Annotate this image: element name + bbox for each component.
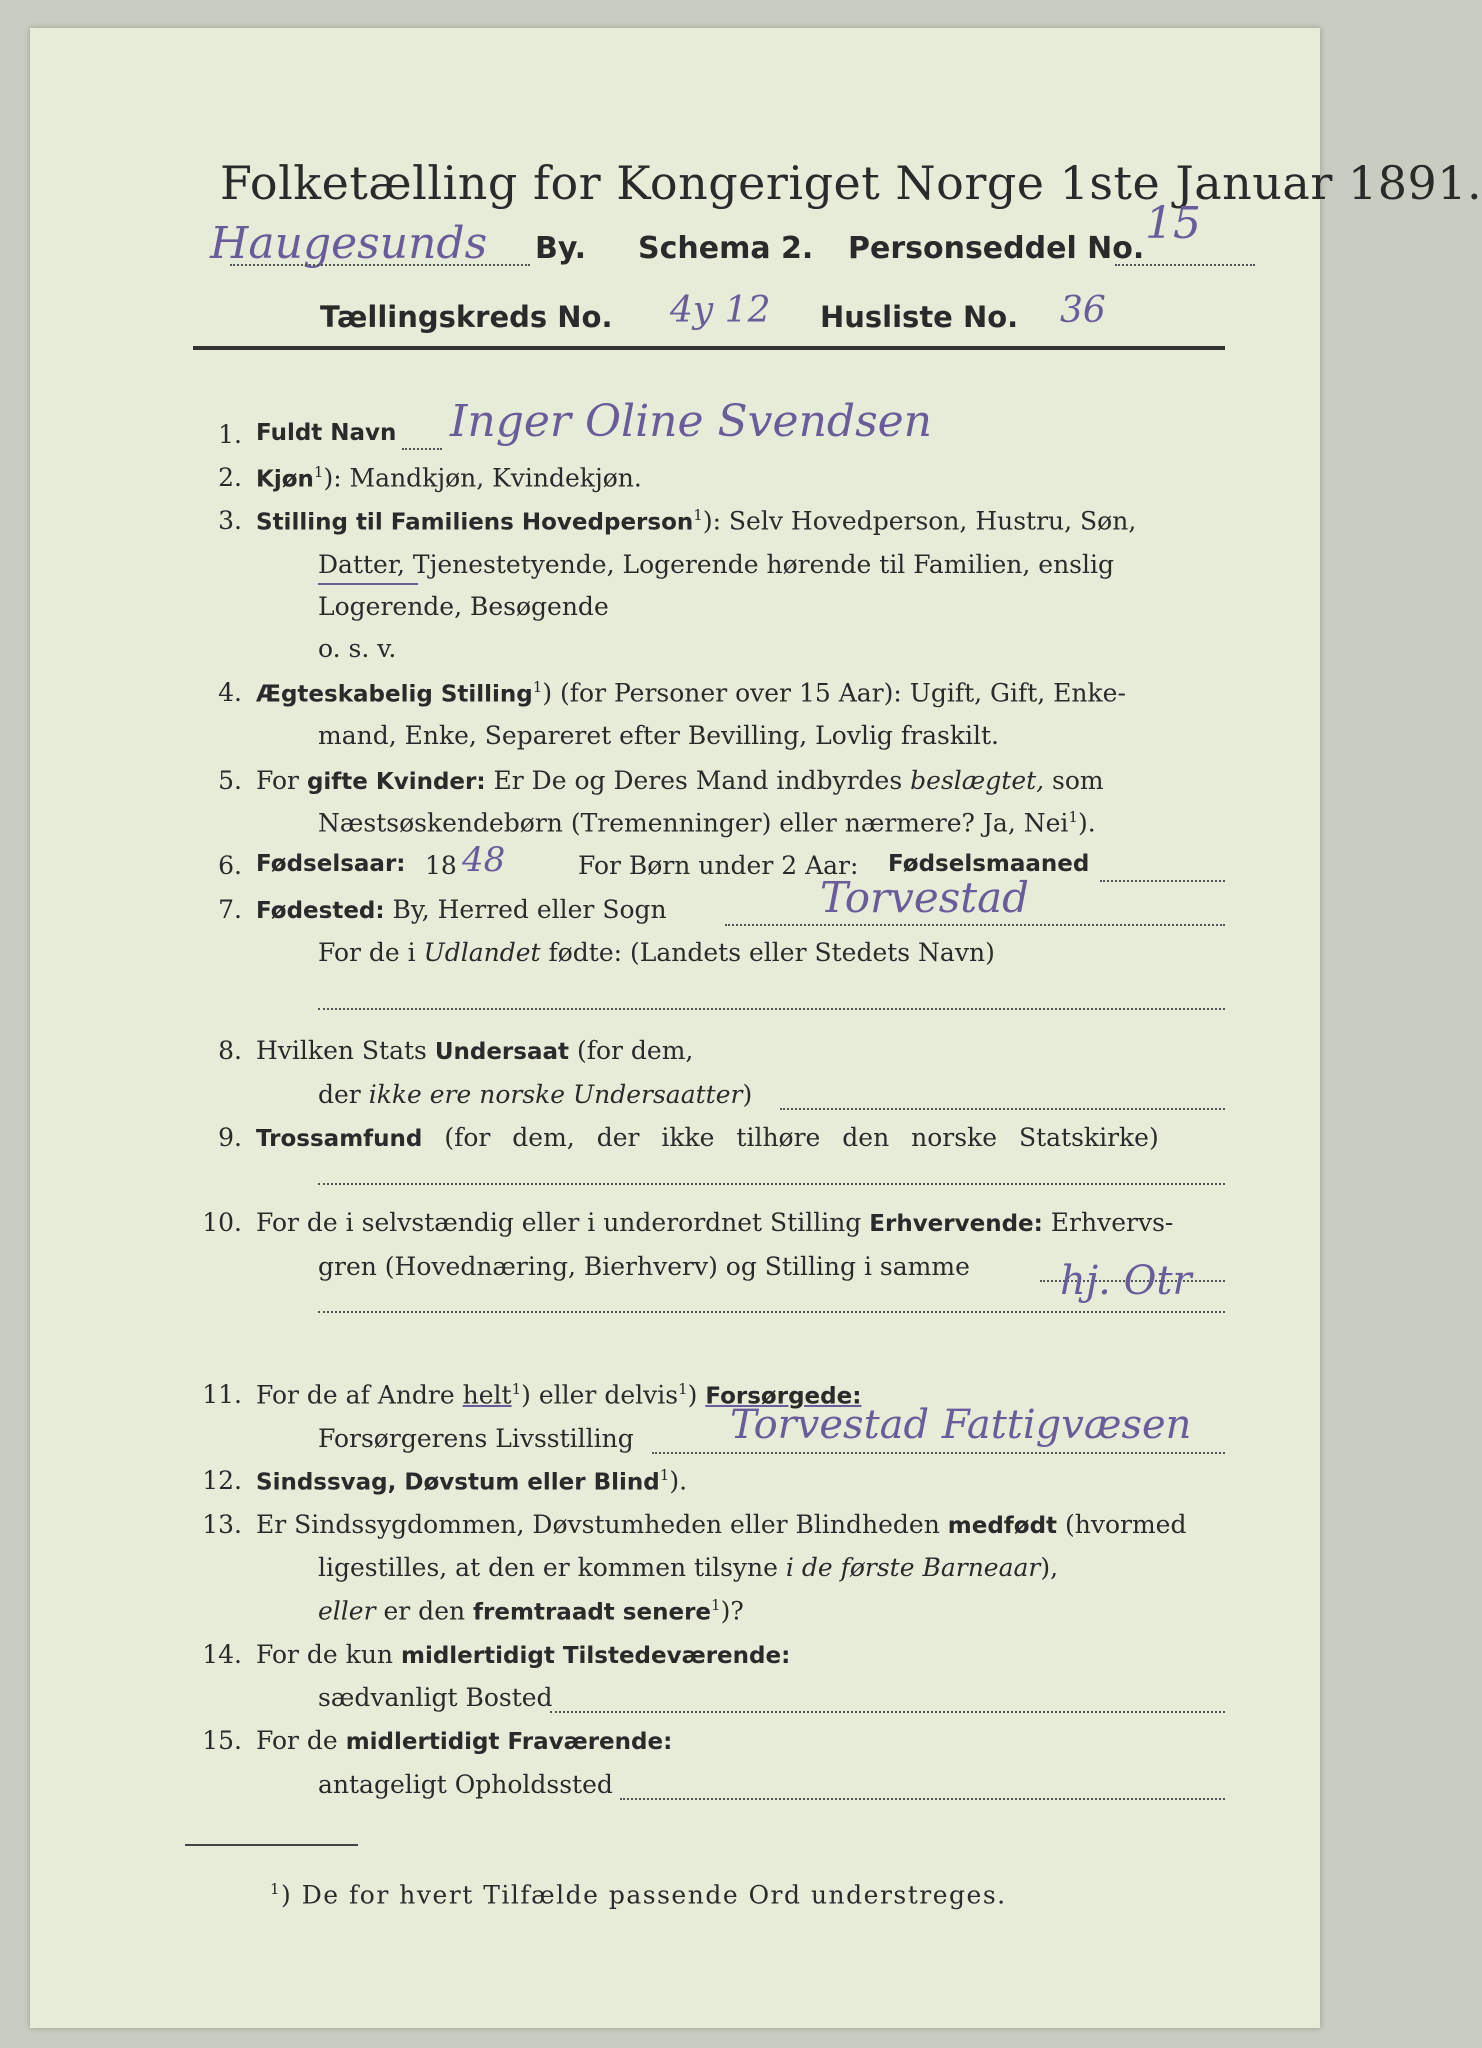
item-15-label: midlertidigt Fraværende: [345, 1729, 673, 1755]
item-3-underline-datter [318, 583, 418, 585]
item-12-end: ). [669, 1466, 688, 1496]
item-1-dotted-line [402, 448, 442, 450]
item-11-label: Forsørgede: [705, 1383, 862, 1410]
item-4-label: Ægteskabelig Stilling [256, 681, 533, 708]
item-11-text-1a: For de af Andre [256, 1380, 463, 1410]
by-dotted-line [230, 264, 530, 266]
item-13-text-3a: eller [318, 1596, 376, 1626]
item-7-label: Fødested: [256, 898, 385, 924]
item-3-number: 3. [218, 506, 242, 535]
item-9-line-1 [256, 1123, 1159, 1152]
item-4-sup: 1 [532, 678, 543, 696]
kreds-label: Tællingskreds No. [320, 300, 613, 334]
item-10-dotted-line-2 [318, 1311, 1225, 1313]
item-6-label-2: Fødselsmaaned [888, 851, 1090, 877]
item-11-dotted-line [652, 1452, 1225, 1454]
item-13-sup: 1 [711, 1596, 721, 1614]
by-label: By. [535, 231, 587, 266]
item-7-line-1 [256, 895, 667, 924]
item-15-number: 15. [202, 1726, 242, 1755]
item-5-pre: For [256, 766, 307, 795]
item-13-number: 13. [202, 1510, 242, 1539]
item-4-line-2: mand, Enke, Separeret efter Bevilling, Lovlig fraskilt. [318, 721, 999, 750]
item-8-text-2c: ) [742, 1080, 753, 1109]
item-3-label: Stilling til Familiens Hovedperson [256, 509, 694, 536]
item-6-label: Fødselsaar: [256, 851, 406, 877]
item-2-label: Kjøn [256, 466, 314, 493]
item-6-mid: For Børn under 2 Aar: [578, 851, 859, 880]
item-10-line-1 [256, 1208, 1173, 1237]
footnote-text: ) De for hvert Tilfælde passende Ord understreges. [281, 1880, 1007, 1910]
personseddel-handwritten: 15 [1145, 198, 1201, 249]
item-6-number: 6. [218, 851, 242, 880]
item-5-line-1 [256, 766, 1104, 795]
item-5-text-a: Er De og Deres Mand indbyrdes [485, 766, 911, 795]
item-5-number: 5. [218, 766, 242, 795]
item-11-sup-2: 1 [678, 1380, 688, 1398]
by-handwritten: Haugesunds [210, 218, 488, 269]
item-12-label: Sindssvag, Døvstum eller Blind [256, 1469, 660, 1496]
item-4-number: 4. [218, 678, 242, 707]
item-10-text-1b: Erhvervs- [1042, 1208, 1174, 1237]
item-2-line [256, 463, 642, 492]
item-6-year-prefix: 18 [425, 851, 457, 880]
item-13-text-1b: (hvormed [1057, 1510, 1187, 1539]
item-7-text-1: By, Herred eller Sogn [384, 895, 667, 924]
item-13-text-3b: er den [375, 1596, 474, 1626]
item-11-sup-1: 1 [511, 1380, 522, 1398]
item-5-text-b: beslægtet, [910, 766, 1045, 795]
item-7-dotted-line-2 [318, 1008, 1225, 1010]
husliste-handwritten: 36 [1060, 290, 1106, 331]
item-1-number: 1. [218, 420, 242, 449]
personseddel-label: Personseddel No. [848, 231, 1145, 266]
item-13-text-2b: i de første Barneaar [785, 1553, 1041, 1582]
census-form [30, 28, 1482, 2028]
footnote [270, 1880, 1007, 1909]
item-11-text-1c: ) [687, 1380, 706, 1410]
husliste-label: Husliste No. [820, 300, 1019, 334]
item-10-handwritten: hj. Otr [1060, 1258, 1192, 1304]
item-3-line-4: o. s. v. [318, 634, 397, 663]
personseddel-dotted-line [1115, 264, 1255, 266]
item-11-handwritten: Torvestad Fattigvæsen [730, 1402, 1192, 1448]
item-4-line-1 [256, 678, 1126, 707]
item-8-text-1a: Hvilken Stats [256, 1036, 435, 1065]
item-13-text-1a: Er Sindssygdommen, Døvstumheden eller Blindheden [256, 1510, 948, 1539]
item-9-text-1: (for dem, der ikke tilhøre den norske Statskirke) [422, 1123, 1159, 1152]
item-8-text-2a: der [318, 1080, 369, 1109]
item-2-sup: 1 [313, 463, 324, 481]
item-7-handwritten: Torvestad [820, 873, 1030, 922]
item-13-text-2c: ), [1040, 1553, 1059, 1582]
item-5-text-c: som [1044, 766, 1104, 795]
item-13-text-2a: ligestilles, at den er kommen tilsyne [318, 1553, 786, 1582]
item-11-text-1b: ) eller delvis [521, 1380, 679, 1410]
item-3-line-2: Datter, Tjenestetyende, Logerende hørende til Familien, enslig [318, 550, 1115, 579]
item-7-number: 7. [218, 895, 242, 924]
item-14-text-1a: For de kun [256, 1640, 401, 1669]
item-5-label: gifte Kvinder: [306, 769, 486, 795]
item-9-dotted-line [318, 1183, 1225, 1185]
item-13-text-3c: fremtraadt senere [473, 1599, 712, 1626]
item-13-text-3d: )? [720, 1596, 744, 1626]
item-10-label: Erhvervende: [869, 1211, 1043, 1237]
kreds-handwritten: 4y 12 [670, 290, 771, 331]
item-10-number: 10. [202, 1208, 242, 1237]
item-1-label: Fuldt Navn [256, 420, 397, 446]
item-12-sup: 1 [659, 1466, 670, 1484]
item-8-text-2b: ikke ere norske Undersaatter [368, 1080, 743, 1109]
item-11-helt: helt [462, 1380, 512, 1410]
item-9-number: 9. [218, 1123, 242, 1152]
item-2-number: 2. [218, 463, 242, 492]
item-14-line-1 [256, 1640, 790, 1669]
item-15-text-1a: For de [256, 1726, 346, 1755]
item-6-dotted-line [1100, 880, 1225, 882]
item-15-line-1 [256, 1726, 672, 1755]
item-3-line-1 [256, 506, 1136, 535]
item-2-text: ): Mandkjøn, Kvindekjøn. [323, 463, 642, 493]
item-13-line-1 [256, 1510, 1186, 1539]
item-11-number: 11. [202, 1380, 242, 1409]
item-8-number: 8. [218, 1036, 242, 1065]
item-5-text-2-end: ). [1077, 808, 1096, 838]
item-8-dotted-line [780, 1108, 1225, 1110]
item-5-text-2: Næstsøskendebørn (Tremenninger) eller nærmere? Ja, Nei [318, 808, 1069, 838]
item-8-line-2 [318, 1080, 752, 1109]
item-12-number: 12. [202, 1466, 242, 1495]
item-7-dotted-line [725, 924, 1225, 926]
item-14-number: 14. [202, 1640, 242, 1669]
item-13-line-3 [318, 1596, 744, 1625]
item-10-line-2: gren (Hovednæring, Bierhverv) og Stilling i samme [318, 1252, 970, 1281]
item-14-line-2: sædvanligt Bosted [318, 1683, 553, 1712]
item-8-line-1 [256, 1036, 693, 1065]
schema-label: Schema 2. [638, 231, 814, 266]
item-13-line-2 [318, 1553, 1058, 1582]
item-15-line-2: antageligt Opholdssted [318, 1770, 613, 1799]
item-5-sup: 1 [1068, 808, 1078, 826]
item-5-line-2 [318, 808, 1096, 837]
item-7-line-2 [318, 938, 995, 967]
item-9-label: Trossamfund [256, 1126, 423, 1152]
header-rule [193, 346, 1225, 350]
item-15-dotted-line [620, 1798, 1225, 1800]
item-7-text-2a: For de i [318, 938, 424, 967]
item-11-line-2: Forsørgerens Livsstilling [318, 1424, 634, 1453]
item-14-dotted-line [550, 1711, 1225, 1713]
item-3-sup: 1 [693, 506, 703, 524]
item-3-text-1: ): Selv Hovedperson, Hustru, Søn, [702, 506, 1137, 536]
item-8-text-1b: (for dem, [569, 1036, 694, 1065]
item-13-label: medfødt [947, 1513, 1058, 1539]
item-8-label: Undersaat [434, 1039, 569, 1065]
form-title: Folketælling for Kongeriget Norge 1ste Januar 1891. [220, 156, 1482, 210]
item-12-line-1 [256, 1466, 687, 1495]
item-7-text-2c: fødte: (Landets eller Stedets Navn) [540, 938, 995, 967]
item-6-handwritten: 48 [462, 840, 506, 880]
item-7-text-2b: Udlandet [423, 938, 541, 967]
footnote-sup: 1 [270, 1880, 282, 1898]
item-10-text-1a: For de i selvstændig eller i underordnet Stilling [256, 1208, 870, 1237]
item-14-label: midlertidigt Tilstedeværende: [400, 1643, 791, 1669]
item-1-handwritten: Inger Oline Svendsen [450, 396, 933, 447]
item-3-line-3: Logerende, Besøgende [318, 592, 609, 621]
item-4-text-1: ) (for Personer over 15 Aar): Ugift, Gift, Enke- [542, 678, 1126, 708]
footnote-rule [185, 1844, 358, 1846]
